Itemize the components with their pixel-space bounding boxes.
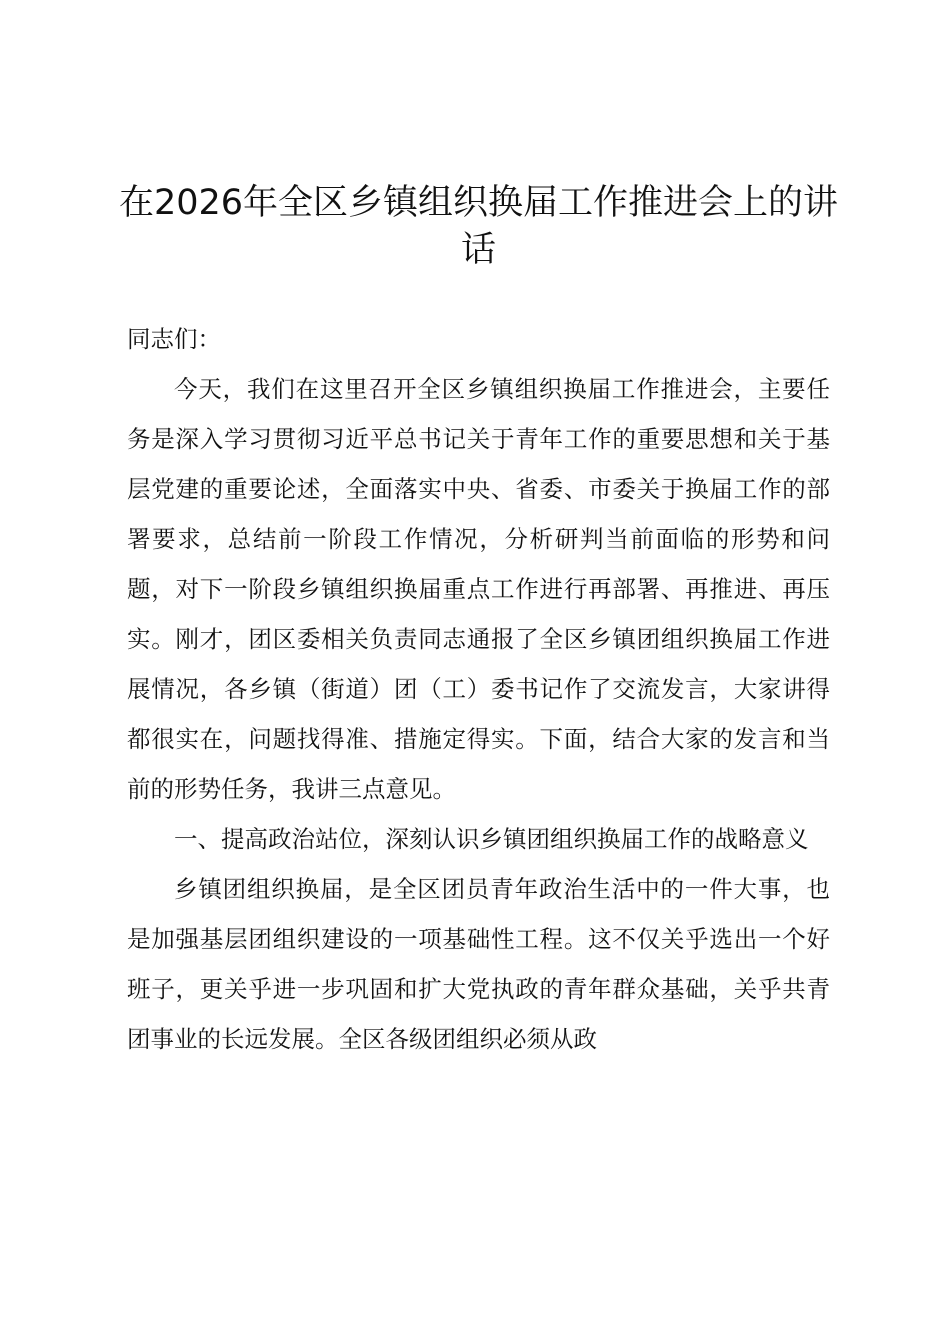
section-heading: 一、提高政治站位，深刻认识乡镇团组织换届工作的战略意义 [174, 825, 809, 853]
document-page [118, 180, 839, 1064]
intro-paragraph: 今天，我们在这里召开全区乡镇组织换届工作推进会，主要任务是深入学习贯彻习近平总书记关于青年工作的重要思想和关于基层党建的重要论述，全面落实中央、省委、市委关于换届工作的部署要求，总结前一阶段工作情况，分析研判当前面临的形势和问题，对下一阶段乡镇组织换届重点工作进行再部署、再推进、再压实。刚才，团区委相关负责同志通报了全区乡镇团组织换届工作进展情况，各乡镇（街道）团（工）委书记作了交流发言，大家讲得都很实在，问题找得准、措施定得实。下面，结合大家的发言和当前的形势任务，我讲三点意见。 [127, 375, 830, 803]
section-paragraph: 乡镇团组织换届，是全区团员青年政治生活中的一件大事，也是加强基层团组织建设的一项基础性工程。这不仅关乎选出一个好班子，更关乎进一步巩固和扩大党执政的青年群众基础，关乎共青团事业的长远发展。全区各级团组织必须从政 [127, 875, 830, 1053]
document-title: 在2026年全区乡镇组织换届工作推进会上的讲话 [118, 183, 839, 270]
salutation: 同志们： [127, 325, 221, 353]
